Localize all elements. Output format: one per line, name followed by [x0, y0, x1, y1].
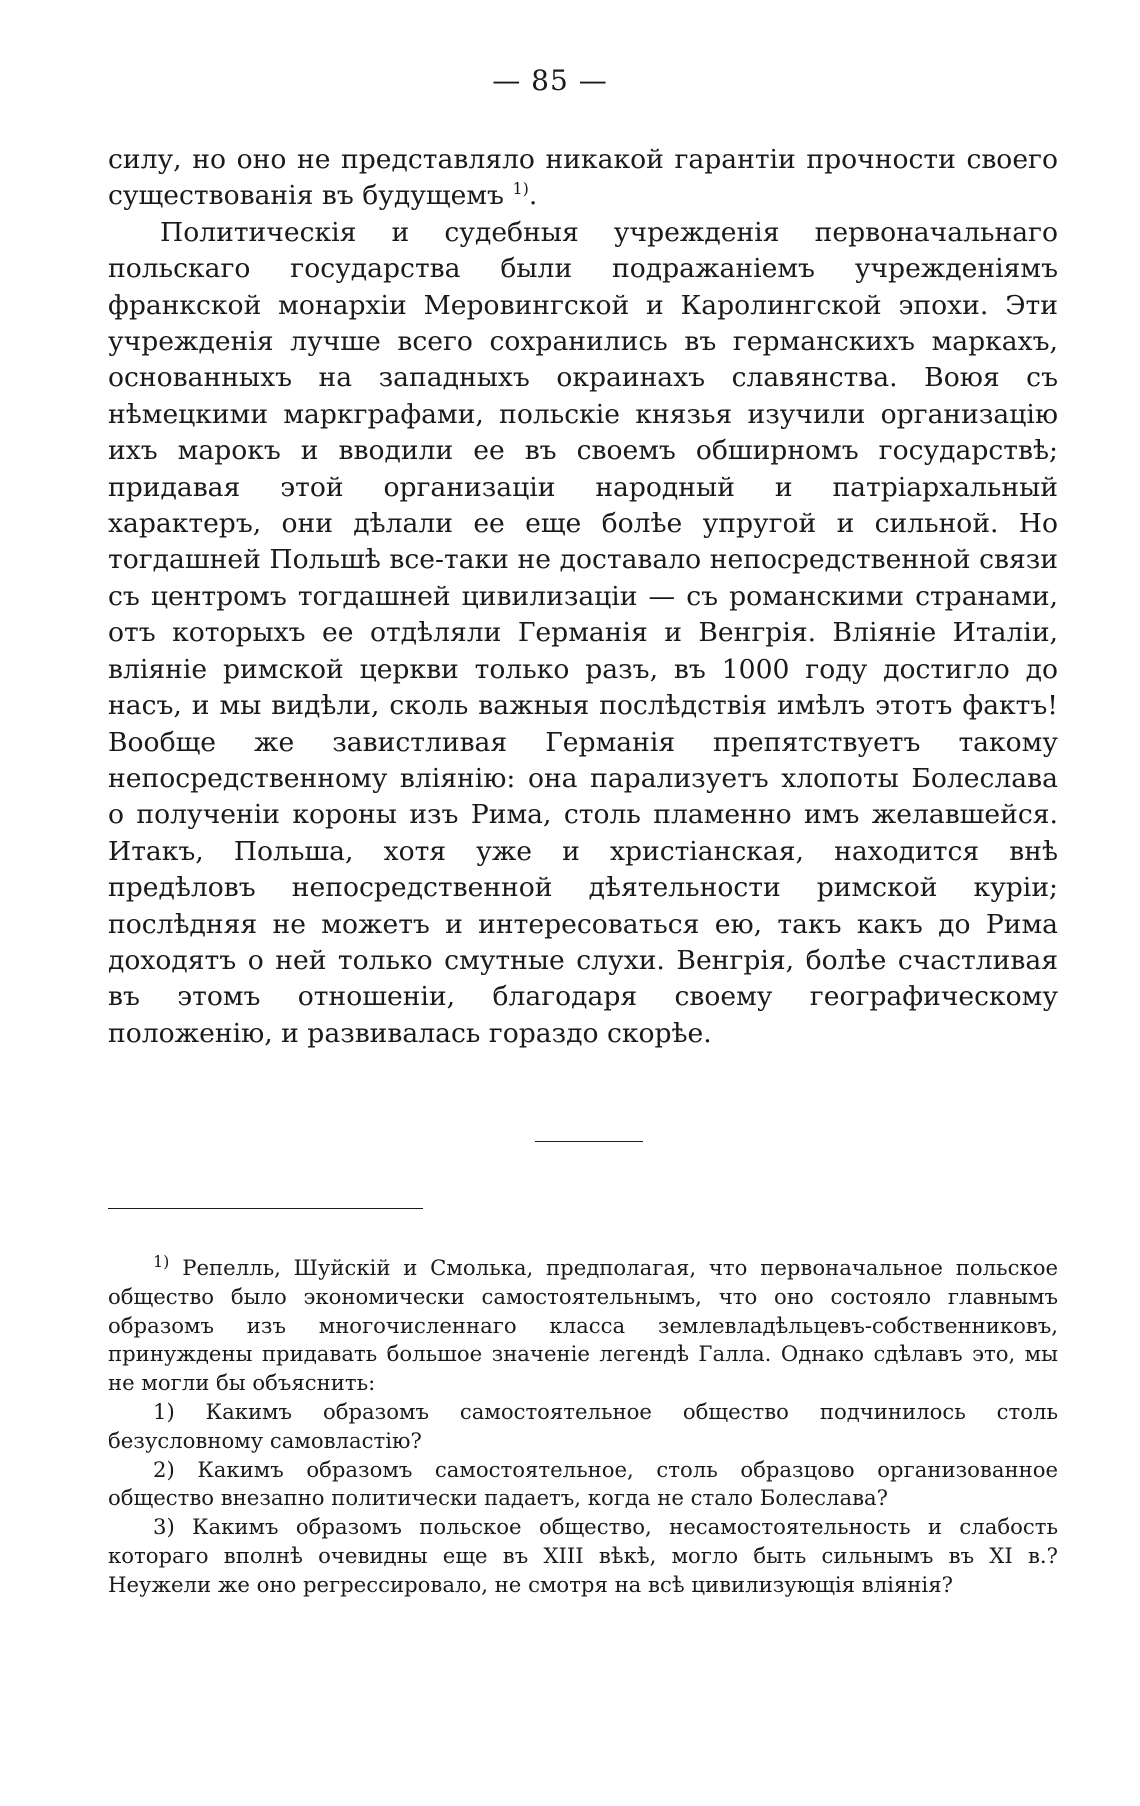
- page-number: — 85 —: [492, 64, 608, 97]
- footnote-item: 2) Какимъ образомъ самостоятельное, столь образцово организованное общество внезапно политически падаетъ, когда не стало Болеслава?: [108, 1456, 1058, 1511]
- paragraph-text: силу, но оно не представляло никакой гарантіи прочности своего существованія въ будущемъ: [108, 144, 1058, 212]
- footnote-marker: 1): [153, 1251, 170, 1271]
- paragraph-continuation: [108, 142, 1058, 215]
- section-divider: [535, 1141, 643, 1142]
- footnote-item: 1) Какимъ образомъ самостоятельное общество подчинилось столь безусловному самовластію?: [108, 1398, 1058, 1453]
- footnotes: [108, 1251, 1058, 1600]
- footnote-reference: 1): [512, 179, 529, 199]
- paragraph-body: Политическія и судебныя учрежденія первоначальнаго польскаго государства были подражаніемъ учрежденіямъ франкской монархіи Меровингской и Каролингской эпохи. Эти учрежденія лучше всего сохранились въ германскихъ маркахъ, основанныхъ на западныхъ окраинахъ славянства. Воюя съ нѣмецкими маркграфами, польскіе князья изучили организацію ихъ марокъ и вводили ее въ своемъ обширномъ государствѣ; придавая этой организаціи народный и патріархальный характеръ, они дѣлали ее еще болѣе упругой и сильной. Но тогдашней Польшѣ все-таки не доставало непосредственной связи съ центромъ тогдашней цивилизаціи — съ романскими странами, отъ которыхъ ее отдѣляли Германія и Венгрія. Вліяніе Италіи, вліяніе римской церкви только разъ, въ 1000 году достигло до насъ, и мы видѣли, сколь важныя послѣдствія имѣлъ этотъ фактъ! Вообще же завистливая Германія препятствуетъ такому непосредственному вліянію: она парализуетъ хлопоты Болеслава о полученіи короны изъ Рима, столь пламенно имъ желавшейся. Итакъ, Польша, хотя уже и христіанская, находится внѣ предѣловъ непосредственной дѣятельности римской куріи; послѣдняя не можетъ и интересоваться ею, такъ какъ до Рима доходятъ о ней только смутные слухи. Венгрія, болѣе счастливая въ этомъ отношеніи, благодаря своему географическому положенію, и развивалась гораздо скорѣе.: [108, 216, 1058, 1049]
- main-text: [108, 142, 1058, 1052]
- footnote-item: 3) Какимъ образомъ польское общество, несамостоятельность и слабость котораго вполнѣ очевидны еще въ XIII вѣкѣ, могло быть сильнымъ въ XI в.? Неужели же оно регрессировало, не смотря на всѣ цивилизующія вліянія?: [108, 1514, 1058, 1597]
- paragraph-end-punctuation: .: [528, 180, 538, 212]
- footnote-intro: [108, 1251, 1058, 1398]
- footnote-separator: [108, 1208, 423, 1209]
- footnote-intro-text: Репелль, Шуйскій и Смолька, предполагая, что первоначальное польское общество было экономически самостоятельнымъ, что оно состояло главнымъ образомъ изъ многочисленнаго класса землевладѣльцевъ-собственниковъ, принуждены придавать большое значеніе легендѣ Галла. Однако сдѣлавъ это, мы не могли бы объяснить:: [108, 1255, 1058, 1396]
